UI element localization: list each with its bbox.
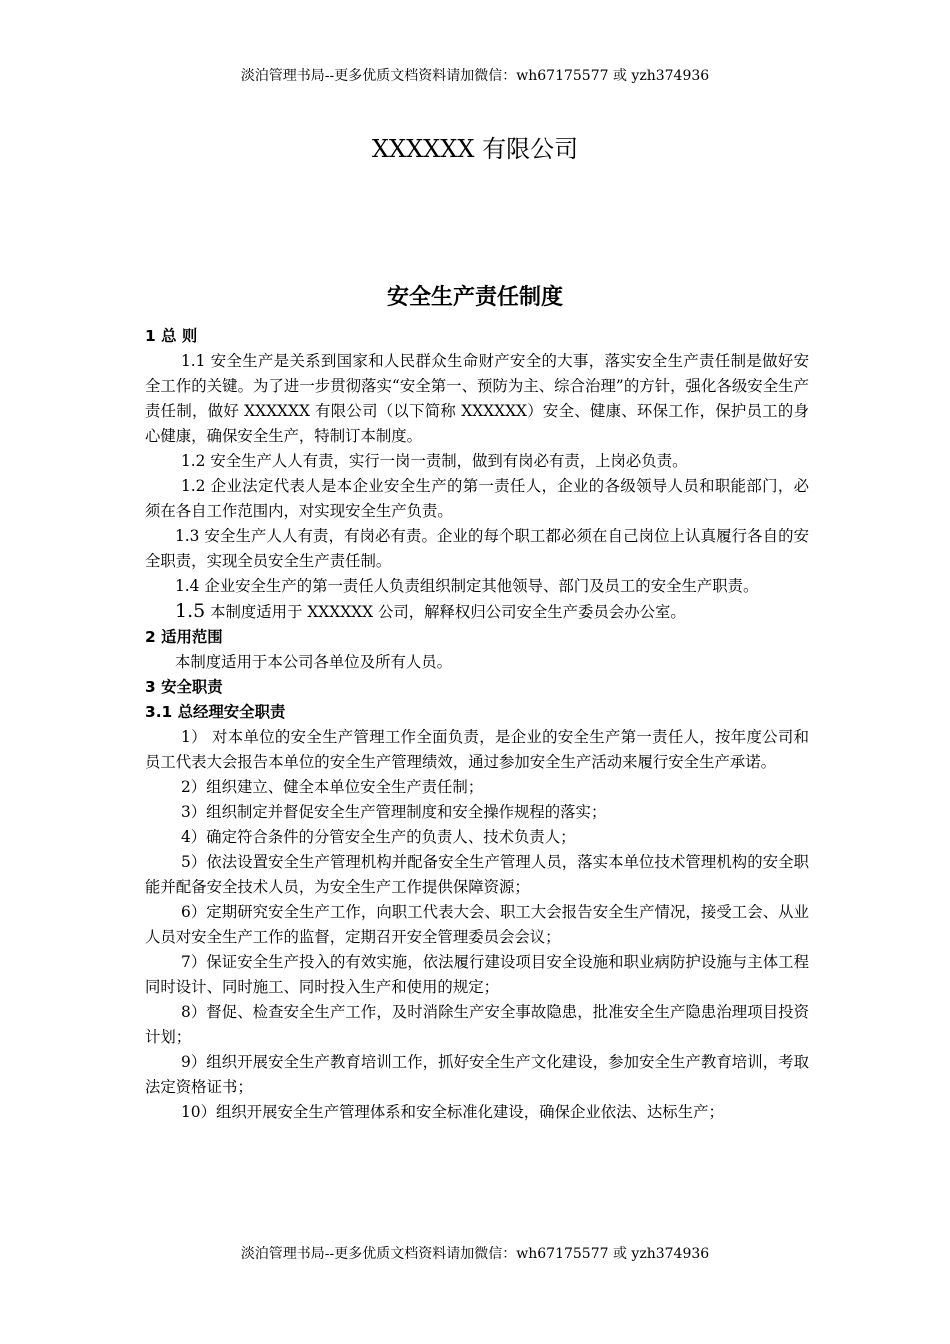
duty-item-6: 6）定期研究安全生产工作，向职工代表大会、职工大会报告安全生产情况，接受工会、从业人员对安全生产工作的监督，定期召开安全管理委员会会议； [145,903,809,946]
company-title: XXXXXX 有限公司 [371,135,579,163]
subsection-gm-duties-heading: 3.1 总经理安全职责 [145,703,286,721]
duty-item-3: 3）组织制定并督促安全生产管理制度和安全操作规程的落实； [181,803,607,821]
duty-item-7: 7）保证安全生产投入的有效实施，依法履行建设项目安全设施和职业病防护设施与主体工程同时设计、同时施工、同时投入生产和使用的规定； [145,953,809,996]
duty-item-10: 10）组织开展安全生产管理体系和安全标准化建设，确保企业依法、达标生产； [181,1103,724,1121]
duty-item-5: 5）依法设置安全生产管理机构并配备安全生产管理人员，落实本单位技术管理机构的安全职能并配备安全技术人员，为安全生产工作提供保障资源； [145,853,809,896]
paragraph-1-5 [145,599,809,625]
paragraph-scope: 本制度适用于本公司各单位及所有人员。 [175,653,453,671]
paragraph-1-2a: 1.2 安全生产人人有责，实行一岗一责制，做到有岗必有责，上岗必负责。 [181,452,688,470]
paragraph-1-2b: 1.2 企业法定代表人是本企业安全生产的第一责任人，企业的各级领导人员和职能部门，必须在各自工作范围内，对实现安全生产负责。 [145,477,809,520]
paragraph-1-1: 1.1 安全生产是关系到国家和人民群众生命财产安全的大事，落实安全生产责任制是做好安全工作的关键。为了进一步贯彻落实“安全第一、预防为主、综合治理”的方针，强化各级安全生产责任制，做好 XXXXXX 有限公司（以下简称 XXXXXX）安全、健康、环保工作，保护员工的身心健康，确保安全生产，特制订本制度。 [145,352,809,445]
document-body [145,324,809,1125]
duty-item-2: 2）组织建立、健全本单位安全生产责任制； [181,778,484,796]
footer-note: 淡泊管理书局--更多优质文档资料请加微信：wh67175577 或 yzh374936 [240,1246,710,1262]
section-duties-heading: 3 安全职责 [145,678,223,696]
section-general-heading: 1 总 则 [145,327,198,345]
paragraph-1-3: 1.3 安全生产人人有责，有岗必有责。企业的每个职工都必须在自己岗位上认真履行各自的安全职责，实现全员安全生产责任制。 [145,527,809,570]
duty-item-9: 9）组织开展安全生产教育培训工作，抓好安全生产文化建设，参加安全生产教育培训，考取法定资格证书； [145,1053,809,1096]
duty-item-4: 4）确定符合条件的分管安全生产的负责人、技术负责人； [181,828,576,846]
document-title: 安全生产责任制度 [386,285,563,310]
duty-item-8: 8）督促、检查安全生产工作，及时消除生产安全事故隐患，批准安全生产隐患治理项目投资计划； [145,1003,809,1046]
paragraph-1-5-number: 1.5 [175,600,206,622]
duty-item-1: 1） 对本单位的安全生产管理工作全面负责，是企业的安全生产第一责任人，按年度公司和员工代表大会报告本单位的安全生产管理绩效，通过参加安全生产活动来履行安全生产承诺。 [145,728,809,771]
paragraph-1-5-text: 本制度适用于 XXXXXX 公司，解释权归公司安全生产委员会办公室。 [205,603,686,621]
paragraph-1-4: 1.4 企业安全生产的第一责任人负责组织制定其他领导、部门及员工的安全生产职责。 [175,577,759,595]
header-note: 淡泊管理书局--更多优质文档资料请加微信：wh67175577 或 yzh374936 [240,68,710,84]
section-scope-heading: 2 适用范围 [145,628,223,646]
